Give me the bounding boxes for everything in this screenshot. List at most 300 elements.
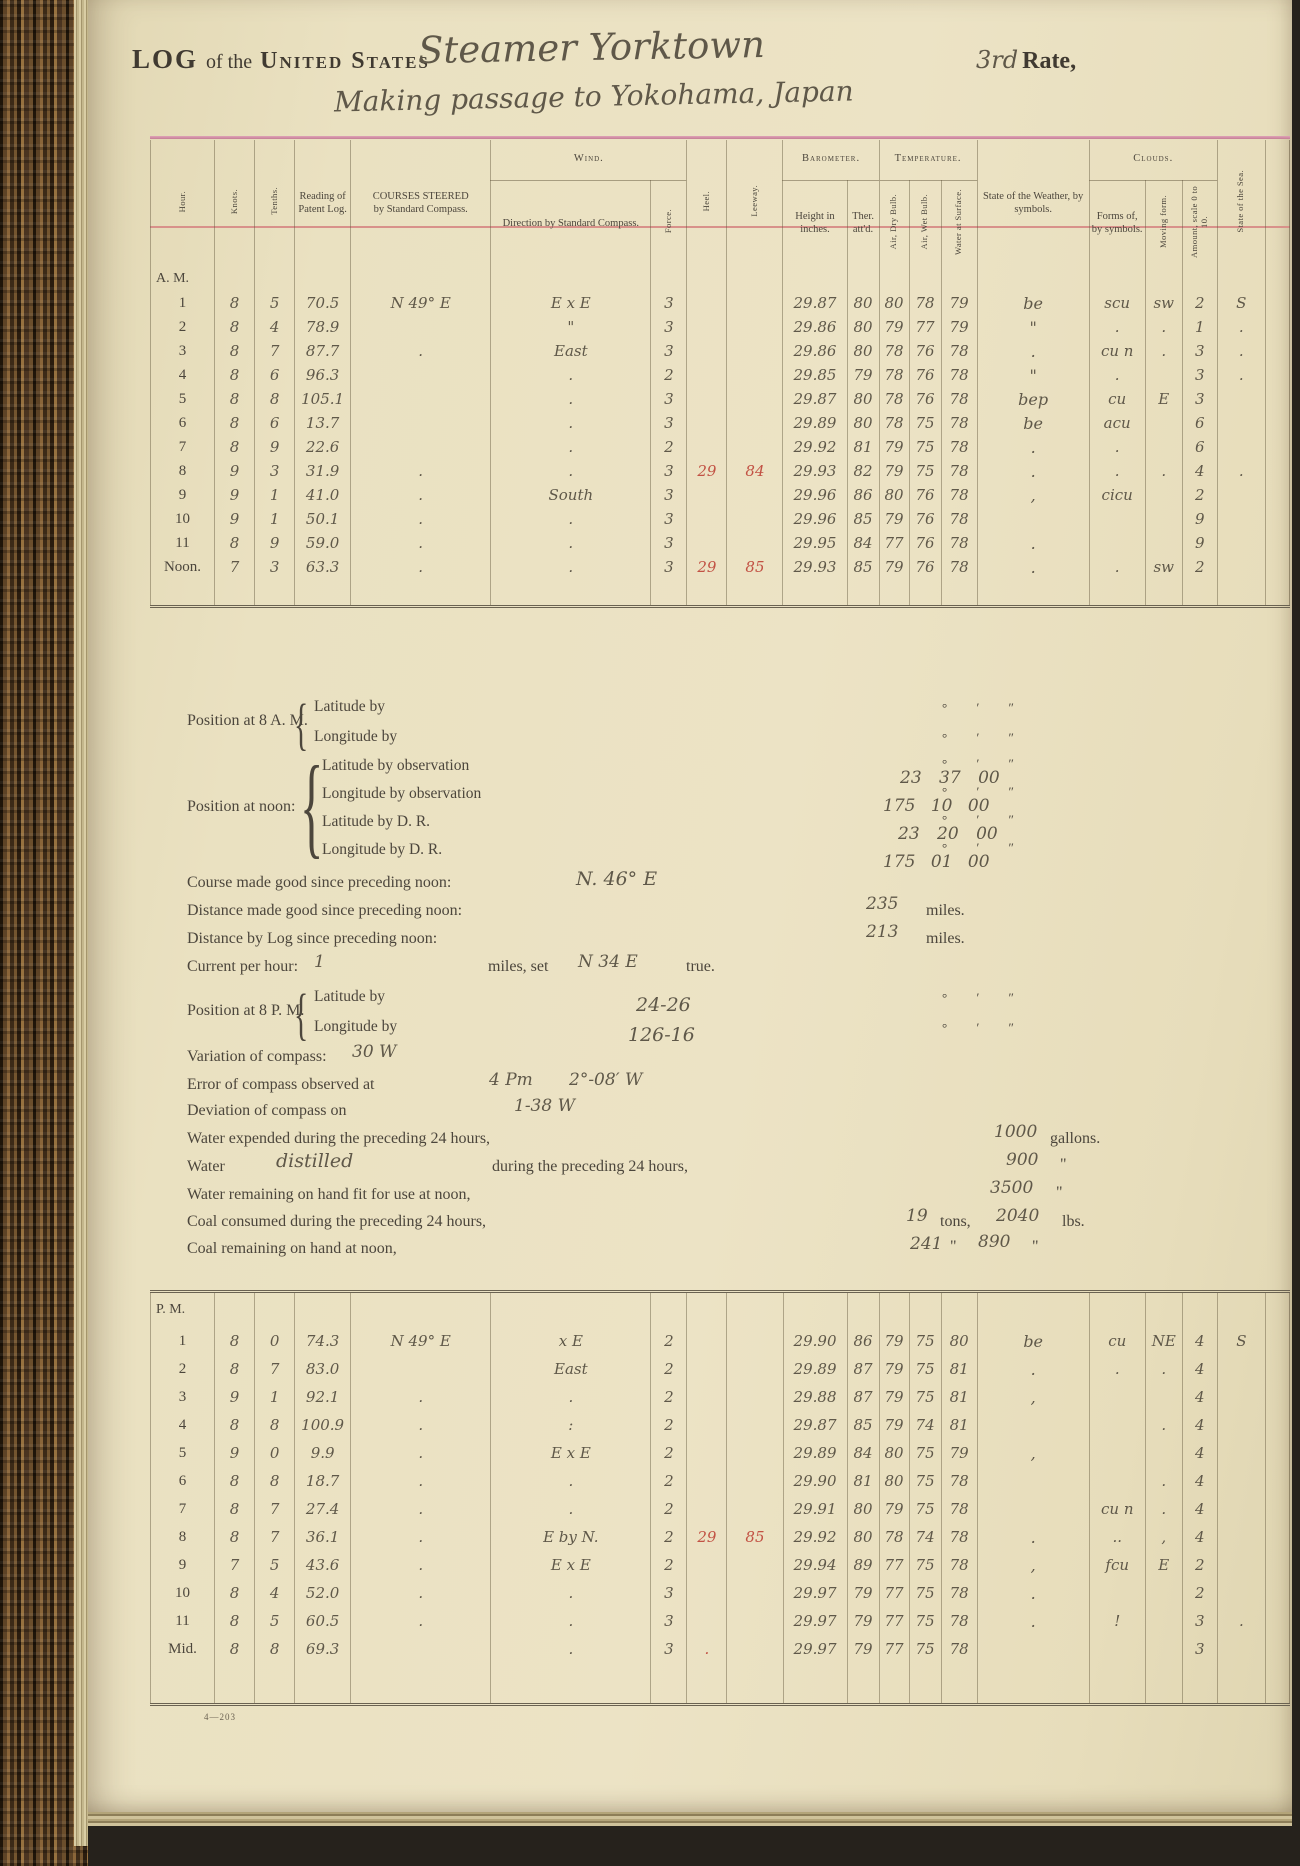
posnoon-marks: ° ′ ″ <box>942 784 1014 799</box>
cell-lee <box>727 1292 783 1328</box>
cell-x <box>1265 1663 1289 1705</box>
current-value: 1 <box>314 952 325 972</box>
cell-amt: 3 <box>1182 339 1217 363</box>
cell-t: 3 <box>255 459 295 483</box>
cell-f: 3 <box>651 387 687 411</box>
hour-cell: 7 <box>151 435 215 459</box>
cell-dir <box>491 1292 651 1328</box>
cell-wet <box>909 579 941 607</box>
cell-log: 52.0 <box>295 1579 351 1607</box>
variation-label: Variation of compass: <box>187 1048 327 1065</box>
coal-consumed-value: 19 <box>906 1206 928 1226</box>
cell-forms <box>1089 1635 1145 1663</box>
cell-wat: 78 <box>941 1607 977 1635</box>
cell-dir: . <box>491 1467 651 1495</box>
cell-wat: 78 <box>941 459 977 483</box>
pos8pm-label: Position at 8 P. M. <box>187 1002 305 1019</box>
cell-ther: 79 <box>847 1607 879 1635</box>
cell-wet: 76 <box>909 363 941 387</box>
cell-wet: 75 <box>909 411 941 435</box>
cell-amt <box>1182 579 1217 607</box>
current-label: Current per hour: <box>187 958 299 975</box>
cell-bar: 29.95 <box>783 531 847 555</box>
cell-forms: cu <box>1089 1327 1145 1355</box>
cell-k: 9 <box>215 483 255 507</box>
cell-course <box>351 435 491 459</box>
cell-dry: 78 <box>879 339 909 363</box>
hour-cell: P. M. <box>151 1292 215 1328</box>
cell-x <box>1265 1411 1289 1439</box>
cell-wet: 75 <box>909 1327 941 1355</box>
cell-mov <box>1145 507 1182 531</box>
pos8am-lat-label: Latitude by <box>314 698 386 715</box>
cell-f: 3 <box>651 507 687 531</box>
cell-k: 7 <box>215 555 255 579</box>
cell-bar: 29.85 <box>783 363 847 387</box>
cell-ther: 89 <box>847 1551 879 1579</box>
cell-log: 105.1 <box>295 387 351 411</box>
hour-cell: 1 <box>151 1327 215 1355</box>
cell-amt: 9 <box>1182 531 1217 555</box>
cell-log: 70.5 <box>295 291 351 315</box>
cell-sea <box>1217 507 1265 531</box>
cell-wx: be <box>977 1327 1089 1355</box>
cell-lee <box>727 1635 783 1663</box>
cell-wet: 75 <box>909 1579 941 1607</box>
hour-cell: 10 <box>151 507 215 531</box>
dist-made-good-label: Distance made good since preceding noon: <box>187 902 463 919</box>
cell-wet: 75 <box>909 1495 941 1523</box>
cell-log: 50.1 <box>295 507 351 531</box>
cell-lee <box>727 1411 783 1439</box>
current-set-value: N 34 E <box>578 952 638 972</box>
cell-wet: 75 <box>909 1467 941 1495</box>
cell-ther: 81 <box>847 435 879 459</box>
cell-f: 2 <box>651 1551 687 1579</box>
cell-sea <box>1217 267 1265 291</box>
cell-bar: 29.97 <box>783 1579 847 1607</box>
cell-dry: 79 <box>879 315 909 339</box>
cell-forms <box>1089 507 1145 531</box>
cell-ther: 84 <box>847 531 879 555</box>
cell-x <box>1265 1327 1289 1355</box>
cell-f: 3 <box>651 459 687 483</box>
cell-wx: . <box>977 459 1089 483</box>
cell-k: 8 <box>215 315 255 339</box>
cell-log <box>295 267 351 291</box>
cell-dry: 78 <box>879 1523 909 1551</box>
hour-cell: 5 <box>151 1439 215 1467</box>
cell-t: 4 <box>255 315 295 339</box>
pos8am-label: Position at 8 A. M. <box>187 712 308 729</box>
cell-bar: 29.96 <box>783 483 847 507</box>
cell-course: N 49° E <box>351 291 491 315</box>
cell-bar: 29.92 <box>783 435 847 459</box>
cell-wx: . <box>977 339 1089 363</box>
cell-course: . <box>351 555 491 579</box>
cell-ther: 86 <box>847 483 879 507</box>
cell-mov <box>1145 1635 1182 1663</box>
col-moving: Moving form. <box>1145 180 1182 267</box>
cell-sea <box>1217 1579 1265 1607</box>
cell-wat: 78 <box>941 1635 977 1663</box>
cell-wet: 76 <box>909 555 941 579</box>
cell-f: 3 <box>651 315 687 339</box>
cell-wat: 80 <box>941 1327 977 1355</box>
cell-ther: 79 <box>847 1635 879 1663</box>
cell-bar <box>783 1292 847 1328</box>
cell-x <box>1265 1439 1289 1467</box>
cell-bar: 29.93 <box>783 555 847 579</box>
cell-forms <box>1089 1467 1145 1495</box>
cell-wat: 81 <box>941 1383 977 1411</box>
cell-f <box>651 1663 687 1705</box>
pos8am-lon-label: Longitude by <box>314 728 398 745</box>
cell-x <box>1265 459 1289 483</box>
cell-amt: 4 <box>1182 1355 1217 1383</box>
cell-heel <box>687 339 727 363</box>
coal-remaining-value2: 890 <box>978 1232 1011 1252</box>
cell-f: 3 <box>651 531 687 555</box>
cell-t: 5 <box>255 291 295 315</box>
cell-t: 3 <box>255 555 295 579</box>
cell-mov <box>1145 1383 1182 1411</box>
cell-k <box>215 579 255 607</box>
cell-dir: South <box>491 483 651 507</box>
cell-wx: . <box>977 531 1089 555</box>
cell-f: 2 <box>651 1439 687 1467</box>
cell-log: 78.9 <box>295 315 351 339</box>
col-group-temperature: Temperature. <box>879 140 977 180</box>
cell-amt: 4 <box>1182 459 1217 483</box>
cell-log <box>295 579 351 607</box>
cell-log: 13.7 <box>295 411 351 435</box>
deviation-value: 1-38 W <box>514 1096 576 1116</box>
cell-heel <box>687 507 727 531</box>
cell-wet: 74 <box>909 1411 941 1439</box>
cell-course <box>351 1355 491 1383</box>
cell-wx: . <box>977 1607 1089 1635</box>
cell-heel <box>687 411 727 435</box>
cell-t: 8 <box>255 387 295 411</box>
cell-dry <box>879 267 909 291</box>
col-group-wind: Wind. <box>491 140 687 180</box>
brace-8am: { <box>294 693 309 757</box>
cell-forms: cicu <box>1089 483 1145 507</box>
title-log: LOG <box>132 44 199 74</box>
col-leeway: Leeway. <box>727 140 783 267</box>
cell-f: 3 <box>651 1579 687 1607</box>
cell-heel <box>687 1663 727 1705</box>
pm-rows <box>151 1292 1290 1705</box>
water-distilled-unit: " <box>1060 1156 1067 1173</box>
cell-sea <box>1217 1467 1265 1495</box>
cell-wx <box>977 1467 1089 1495</box>
cell-amt: 2 <box>1182 1551 1217 1579</box>
cell-wat: 78 <box>941 507 977 531</box>
cell-mov: . <box>1145 1355 1182 1383</box>
cell-heel <box>687 1383 727 1411</box>
brace-8pm: { <box>294 983 309 1047</box>
cell-ther: 80 <box>847 339 879 363</box>
top-pink-rule <box>150 136 1290 139</box>
cell-ther: 84 <box>847 1439 879 1467</box>
cell-dry <box>879 1663 909 1705</box>
cell-lee <box>727 315 783 339</box>
cell-t: 8 <box>255 1411 295 1439</box>
cell-lee <box>727 507 783 531</box>
cell-dir: . <box>491 1579 651 1607</box>
hour-cell: 9 <box>151 483 215 507</box>
pos8pm-lat-label: Latitude by <box>314 988 386 1005</box>
cell-forms: fcu <box>1089 1551 1145 1579</box>
cell-lee: 84 <box>727 459 783 483</box>
cell-f: 2 <box>651 363 687 387</box>
cell-dry: 80 <box>879 1467 909 1495</box>
cell-bar: 29.86 <box>783 315 847 339</box>
cell-wet: 75 <box>909 459 941 483</box>
cell-forms: . <box>1089 1355 1145 1383</box>
cell-bar: 29.89 <box>783 1439 847 1467</box>
cell-sea <box>1217 483 1265 507</box>
posnoon-label: Position at noon: <box>187 798 296 815</box>
cell-lee <box>727 1663 783 1705</box>
cell-dry: 77 <box>879 1579 909 1607</box>
cell-log: 18.7 <box>295 1467 351 1495</box>
cell-t: 1 <box>255 1383 295 1411</box>
cell-amt: 4 <box>1182 1495 1217 1523</box>
cell-wet: 76 <box>909 507 941 531</box>
cell-sea <box>1217 1523 1265 1551</box>
cell-sea <box>1217 1551 1265 1579</box>
dist-by-log-unit: miles. <box>926 930 965 947</box>
hour-cell: 2 <box>151 315 215 339</box>
cell-course <box>351 315 491 339</box>
cell-lee <box>727 291 783 315</box>
cell-wat: 79 <box>941 1439 977 1467</box>
cell-forms <box>1089 267 1145 291</box>
cell-wat: 78 <box>941 387 977 411</box>
cell-mov <box>1145 1439 1182 1467</box>
cell-ther <box>847 267 879 291</box>
hour-cell: Mid. <box>151 1635 215 1663</box>
cell-course <box>351 579 491 607</box>
cell-mov <box>1145 1663 1182 1705</box>
cell-heel <box>687 483 727 507</box>
cell-bar <box>783 267 847 291</box>
hour-cell: 9 <box>151 1551 215 1579</box>
cell-wat: 78 <box>941 363 977 387</box>
cell-course: . <box>351 1439 491 1467</box>
posnoon-marks: ° ′ ″ <box>942 812 1014 827</box>
cell-amt: 3 <box>1182 1635 1217 1663</box>
cell-forms: .. <box>1089 1523 1145 1551</box>
cell-wat: 81 <box>941 1411 977 1439</box>
cell-dir: : <box>491 1411 651 1439</box>
cell-wet <box>909 1292 941 1328</box>
cell-mov: , <box>1145 1523 1182 1551</box>
cell-f: 3 <box>651 555 687 579</box>
cell-mov <box>1145 267 1182 291</box>
cell-bar <box>783 1663 847 1705</box>
cell-t: 5 <box>255 1551 295 1579</box>
cell-f: 3 <box>651 483 687 507</box>
cell-wat: 78 <box>941 1523 977 1551</box>
title-united-states: United States <box>260 48 430 74</box>
col-group-clouds: Clouds. <box>1089 140 1217 180</box>
cell-lee <box>727 267 783 291</box>
cell-log: 36.1 <box>295 1523 351 1551</box>
cell-heel: . <box>687 1635 727 1663</box>
cell-heel <box>687 1327 727 1355</box>
cell-course: . <box>351 531 491 555</box>
cell-f: 3 <box>651 339 687 363</box>
cell-wat: 79 <box>941 291 977 315</box>
cell-sea <box>1217 411 1265 435</box>
col-hour: Hour. <box>151 140 215 267</box>
col-knots: Knots. <box>215 140 255 267</box>
cell-ther: 86 <box>847 1327 879 1355</box>
cell-mov <box>1145 1579 1182 1607</box>
water-expended-label: Water expended during the preceding 24 hours, <box>187 1130 491 1147</box>
cell-forms <box>1089 1292 1145 1328</box>
page-stack-edges <box>74 0 88 1846</box>
coal-remaining-value: 241 <box>910 1234 943 1254</box>
am-rows <box>151 267 1290 607</box>
cell-heel <box>687 579 727 607</box>
cell-sea <box>1217 1663 1265 1705</box>
cell-course: . <box>351 1607 491 1635</box>
cell-heel <box>687 1439 727 1467</box>
dist-made-good-unit: miles. <box>926 902 965 919</box>
cell-x <box>1265 387 1289 411</box>
cell-ther <box>847 1292 879 1328</box>
cell-mov: . <box>1145 1495 1182 1523</box>
cell-wx <box>977 1635 1089 1663</box>
cell-k <box>215 1292 255 1328</box>
cell-wet: 76 <box>909 339 941 363</box>
cell-lee <box>727 1327 783 1355</box>
cell-wx <box>977 579 1089 607</box>
cell-dry: 78 <box>879 411 909 435</box>
cell-k: 9 <box>215 507 255 531</box>
cell-x <box>1265 1292 1289 1328</box>
water-remaining-unit: " <box>1056 1184 1063 1201</box>
cell-ther: 85 <box>847 507 879 531</box>
cell-wx: bep <box>977 387 1089 411</box>
hour-cell: 4 <box>151 363 215 387</box>
cell-dir: . <box>491 387 651 411</box>
cell-mov: E <box>1145 1551 1182 1579</box>
hour-cell: 4 <box>151 1411 215 1439</box>
cell-f: 2 <box>651 1523 687 1551</box>
col-heel: Heel. <box>687 140 727 267</box>
cell-wat: 78 <box>941 1551 977 1579</box>
cell-x <box>1265 483 1289 507</box>
hour-cell: Noon. <box>151 555 215 579</box>
cell-amt: 9 <box>1182 507 1217 531</box>
log-table-header <box>151 140 1290 267</box>
rate-value-handwritten: 3rd <box>976 46 1019 74</box>
cell-wat <box>941 267 977 291</box>
cell-forms: . <box>1089 459 1145 483</box>
cell-k: 7 <box>215 1551 255 1579</box>
cell-wat: 78 <box>941 531 977 555</box>
cell-dry: 80 <box>879 291 909 315</box>
cell-dry: 78 <box>879 363 909 387</box>
cell-wet: 75 <box>909 435 941 459</box>
water-remaining-label: Water remaining on hand fit for use at noon, <box>187 1186 471 1203</box>
coal-consumed-label: Coal consumed during the preceding 24 hours, <box>187 1213 487 1230</box>
cell-f: 2 <box>651 1355 687 1383</box>
cell-bar <box>783 579 847 607</box>
error-at-value: 4 Pm <box>489 1070 533 1090</box>
cell-heel <box>687 363 727 387</box>
cell-lee <box>727 1383 783 1411</box>
cell-mov <box>1145 363 1182 387</box>
cell-k: 8 <box>215 1607 255 1635</box>
cell-wx: . <box>977 1523 1089 1551</box>
cell-t: 5 <box>255 1607 295 1635</box>
col-weather: State of the Weather, by symbols. <box>977 140 1089 267</box>
water-distilled-fill: distilled <box>276 1150 354 1172</box>
cell-wet: 75 <box>909 1551 941 1579</box>
cell-k: 9 <box>215 459 255 483</box>
hour-cell: 8 <box>151 1523 215 1551</box>
log-page <box>88 0 1292 1812</box>
cell-bar: 29.90 <box>783 1327 847 1355</box>
cell-dry: 78 <box>879 387 909 411</box>
cell-amt: 6 <box>1182 435 1217 459</box>
cell-dir <box>491 579 651 607</box>
cell-mov: E <box>1145 387 1182 411</box>
cell-ther: 82 <box>847 459 879 483</box>
cell-wat: 78 <box>941 1495 977 1523</box>
cell-x <box>1265 531 1289 555</box>
col-ther: Ther. att'd. <box>847 180 879 267</box>
cell-x <box>1265 1355 1289 1383</box>
cell-f: 3 <box>651 291 687 315</box>
cell-k: 8 <box>215 363 255 387</box>
cell-mov: . <box>1145 339 1182 363</box>
cell-forms: cu n <box>1089 339 1145 363</box>
pos8pm-lon-value: 126-16 <box>628 1024 695 1046</box>
cell-forms: ! <box>1089 1607 1145 1635</box>
cell-f: 2 <box>651 1411 687 1439</box>
cell-course <box>351 387 491 411</box>
posnoon-lon-dr-value: 175 01 00 <box>883 852 990 872</box>
cell-t: 9 <box>255 435 295 459</box>
cell-k: 8 <box>215 531 255 555</box>
cell-dry: 79 <box>879 507 909 531</box>
cell-mov: . <box>1145 1411 1182 1439</box>
posnoon-line-label: Longitude by observation <box>322 785 482 802</box>
pos8am-lon-marks: ° ′ ″ <box>942 730 1014 745</box>
cell-amt: 4 <box>1182 1383 1217 1411</box>
cell-heel <box>687 315 727 339</box>
cell-course <box>351 1292 491 1328</box>
cell-t: 7 <box>255 1523 295 1551</box>
cell-sea: . <box>1217 1607 1265 1635</box>
current-true-label: true. <box>686 958 715 975</box>
posnoon-line-label: Latitude by observation <box>322 757 470 774</box>
cell-wx <box>977 1292 1089 1328</box>
cell-mov: . <box>1145 1467 1182 1495</box>
col-wet: Air, Wet Bulb. <box>909 180 941 267</box>
cell-x <box>1265 507 1289 531</box>
cell-k: 8 <box>215 1411 255 1439</box>
cell-x <box>1265 1467 1289 1495</box>
